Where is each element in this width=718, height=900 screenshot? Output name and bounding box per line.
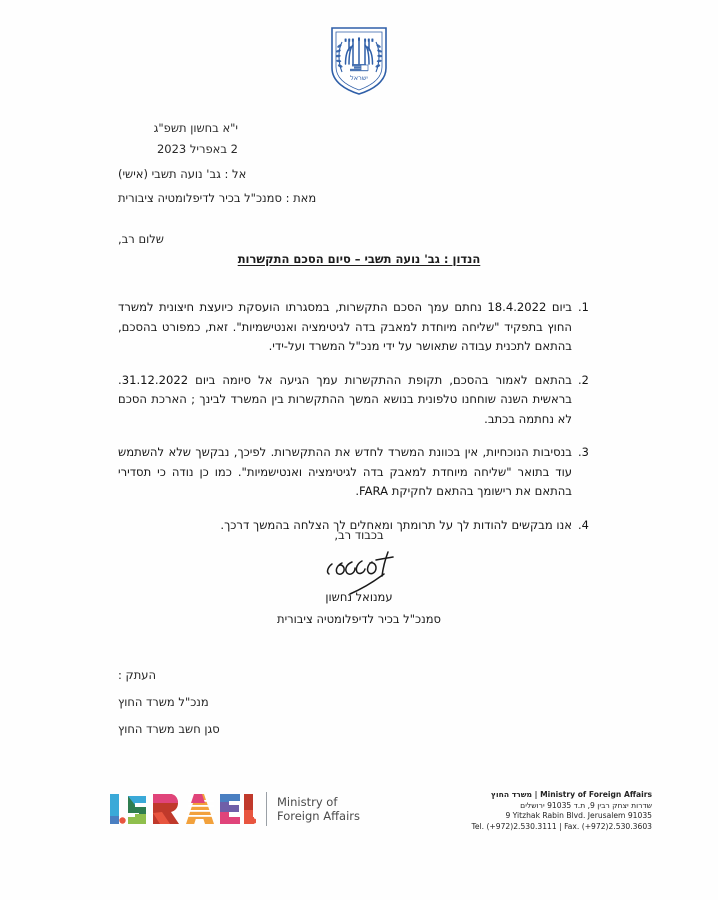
logo-divider xyxy=(266,792,267,826)
page-footer xyxy=(0,782,718,852)
date-block xyxy=(118,118,238,160)
copy-recipient: סגן חשב משרד החוץ xyxy=(118,722,220,736)
copies-label: העתק : xyxy=(118,668,156,682)
list-item-number: .2 xyxy=(578,372,589,387)
list-item-number: .4 xyxy=(578,517,589,532)
body-list xyxy=(118,298,602,549)
footer-address-line-1: Ministry of Foreign Affairs | משרד החוץ xyxy=(491,790,652,799)
state-emblem-icon xyxy=(328,24,390,96)
greeting-line: שלום רב, xyxy=(118,232,164,246)
israel-wordmark-icon xyxy=(108,786,256,832)
footer-address-block xyxy=(452,790,652,832)
logo-caption-line2: Foreign Affairs xyxy=(277,809,360,823)
list-item xyxy=(118,298,602,357)
footer-address-line-4: Tel. (+972)2.530.3111 | Fax. (+972)2.530.3603 xyxy=(471,821,652,831)
list-item xyxy=(118,443,602,502)
list-item-text: ביום 18.4.2022 נחתם עמך הסכם התקשרות, במסגרתו הועסקת כיועצת חיצונית למשרד החוץ בתפקיד "שליחה מיוחדת למאבק בדה לגיטימציה ואנטישמיות". זאת, כמפורט בהסכם, בהתאם לתכנית עבודה שתאושר על ידי מנכ"ל המשרד ועל-ידי. xyxy=(118,300,572,353)
sender-line: מאת : סמנכ"ל בכיר לדיפלומטיה ציבורית xyxy=(118,191,317,205)
copies-block xyxy=(118,662,600,743)
footer-address-line-2: שדרות יצחק רבין 9, ת.ד 91035 ירושלים xyxy=(520,800,652,810)
footer-address-line-3: 9 Yitzhak Rabin Blvd. Jerusalem 91035 xyxy=(505,811,652,821)
hebrew-date: י"א בחשון תשפ"ג xyxy=(153,121,238,135)
gregorian-date: 2 באפריל 2023 xyxy=(156,142,238,156)
list-item-number: .3 xyxy=(578,445,589,459)
copy-recipient: מנכ"ל משרד החוץ xyxy=(118,695,209,709)
list-item-text: אנו מבקשים להודות לך על תרומתך ומאחלים לך הצלחה בהמשך דרכך. xyxy=(220,517,572,532)
list-item-number: .1 xyxy=(578,300,589,314)
list-item-text: בהתאם לאמור בהסכם, תקופת ההתקשרות עמך הגיעה אל סיומה ביום 31.12.2022. בראשית השנה שוחחנו טלפונית בנושא המשך ההתקשרות בין המשרד לבינך ; הארכת הסכם לא נחתמה בכתב. xyxy=(118,372,572,426)
emblem-container xyxy=(0,24,718,96)
signer-title: סמנכ"ל בכיר לדיפלומטיה ציבורית xyxy=(277,612,441,626)
handwritten-signature-icon xyxy=(284,548,434,596)
mfa-logo-block xyxy=(108,786,360,832)
svg-text:ישראל: ישראל xyxy=(350,74,368,82)
recipient-line: אל : גב' נועה תשבי (אישי) xyxy=(118,167,247,181)
list-item-text: בנסיבות הנוכחיות, אין בכוונת המשרד לחדש את ההתקשרות. לפיכך, נבקשך שלא להשתמש עוד בתואר "שליחה מיוחדת למאבק בדה לגיטימציה ואנטישמיות". כמו כן נודה כי תסדירי בהתאם את רישומך בהתאם לחקיקת FARA. xyxy=(118,445,572,498)
signer-name: עמנואל נחשון xyxy=(325,590,393,604)
subject-line xyxy=(118,252,600,266)
logo-caption xyxy=(277,795,360,823)
list-item xyxy=(118,371,602,430)
logo-caption-line1: Ministry of xyxy=(277,795,338,809)
address-block xyxy=(118,162,600,210)
closing-salutation: בכבוד רב, xyxy=(334,528,384,542)
subject-text: הנדון : גב' נועה תשבי – סיום הסכם התקשרות xyxy=(237,252,481,266)
signature-block xyxy=(118,548,600,626)
